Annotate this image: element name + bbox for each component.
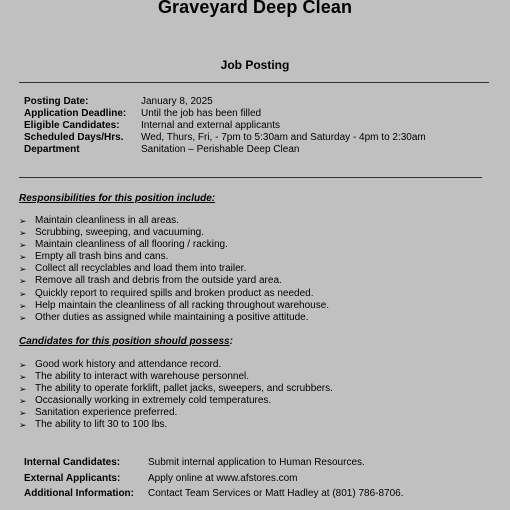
application-info [24,455,404,502]
arrow-bullet-icon: ➢ [19,384,27,395]
detail-value: Internal and external applicants [141,120,280,131]
detail-label: Department [24,144,80,155]
detail-row-posting-date [24,96,426,108]
list-item: ➢ Remove all trash and debris from the outside yard area. [19,275,282,287]
arrow-bullet-icon: ➢ [19,228,27,239]
footer-value: Contact Team Services or Matt Hadley at (801) 786-8706. [148,488,404,499]
responsibilities-list [19,215,329,324]
candidates-heading: Candidates for this position should possess: [19,336,233,347]
list-item: ➢ Good work history and attendance record. [19,359,222,370]
footer-value: Submit internal application to Human Resources. [148,457,365,468]
divider-top [19,82,489,83]
footer-row-internal [24,455,404,471]
arrow-bullet-icon: ➢ [19,276,27,287]
arrow-bullet-icon: ➢ [19,420,27,431]
list-item: ➢ The ability to operate forklift, pallet jacks, sweepers, and scrubbers. [19,383,333,395]
list-item: ➢ Maintain cleanliness of all flooring / racking. [19,239,228,251]
list-item: ➢ The ability to interact with warehouse personnel. [19,371,250,383]
detail-label: Application Deadline: [24,108,127,119]
list-item: ➢ The ability to lift 30 to 100 lbs. [19,419,168,431]
detail-label: Posting Date: [24,96,89,107]
job-details [24,96,426,156]
footer-label: Internal Candidates: [24,457,121,468]
footer-value: Apply online at www.afstores.com [148,472,298,484]
detail-row-department [24,144,426,156]
detail-row-eligible [24,120,426,132]
detail-value: Sanitation – Perishable Deep Clean [141,144,300,155]
arrow-bullet-icon: ➢ [19,216,27,226]
detail-label: Eligible Candidates: [24,120,120,131]
detail-label: Scheduled Days/Hrs. [24,132,124,143]
footer-label: Additional Information: [24,488,134,499]
arrow-bullet-icon: ➢ [19,288,27,299]
list-item: ➢ Sanitation experience preferred. [19,407,178,419]
list-item: ➢ Maintain cleanliness in all areas. [19,215,179,226]
document-subtitle: Job Posting [220,58,290,72]
list-item: ➢ Other duties as assigned while maintaining a positive attitude. [19,311,309,323]
footer-row-additional [24,486,404,502]
footer-row-external [24,471,404,487]
arrow-bullet-icon: ➢ [19,252,27,263]
arrow-bullet-icon: ➢ [19,240,27,251]
arrow-bullet-icon: ➢ [19,396,27,407]
arrow-bullet-icon: ➢ [19,312,27,323]
document-title: Graveyard Deep Clean [157,0,353,17]
detail-value: Wed, Thurs, Fri, - 7pm to 5:30am and Saturday - 4pm to 2:30am [141,132,426,143]
arrow-bullet-icon: ➢ [19,360,27,370]
arrow-bullet-icon: ➢ [19,300,27,311]
arrow-bullet-icon: ➢ [19,264,27,275]
list-item: ➢ Collect all recyclables and load them into trailer. [19,263,247,275]
candidates-list [19,359,333,432]
arrow-bullet-icon: ➢ [19,408,27,419]
divider-middle [19,177,482,178]
detail-value: January 8, 2025 [141,96,213,107]
list-item: ➢ Empty all trash bins and cans. [19,251,169,263]
responsibilities-heading: Responsibilities for this position include: [19,193,216,204]
detail-value: Until the job has been filled [141,108,262,119]
detail-row-schedule [24,132,426,144]
list-item: ➢ Occasionally working in extremely cold temperatures. [19,395,272,407]
arrow-bullet-icon: ➢ [19,372,27,383]
list-item: ➢ Quickly report to required spills and broken product as needed. [19,287,314,299]
list-item: ➢ Help maintain the cleanliness of all racking throughout warehouse. [19,299,330,311]
detail-row-deadline [24,108,426,120]
footer-label: External Applicants: [24,472,121,484]
list-item: ➢ Scrubbing, sweeping, and vacuuming. [19,227,204,239]
